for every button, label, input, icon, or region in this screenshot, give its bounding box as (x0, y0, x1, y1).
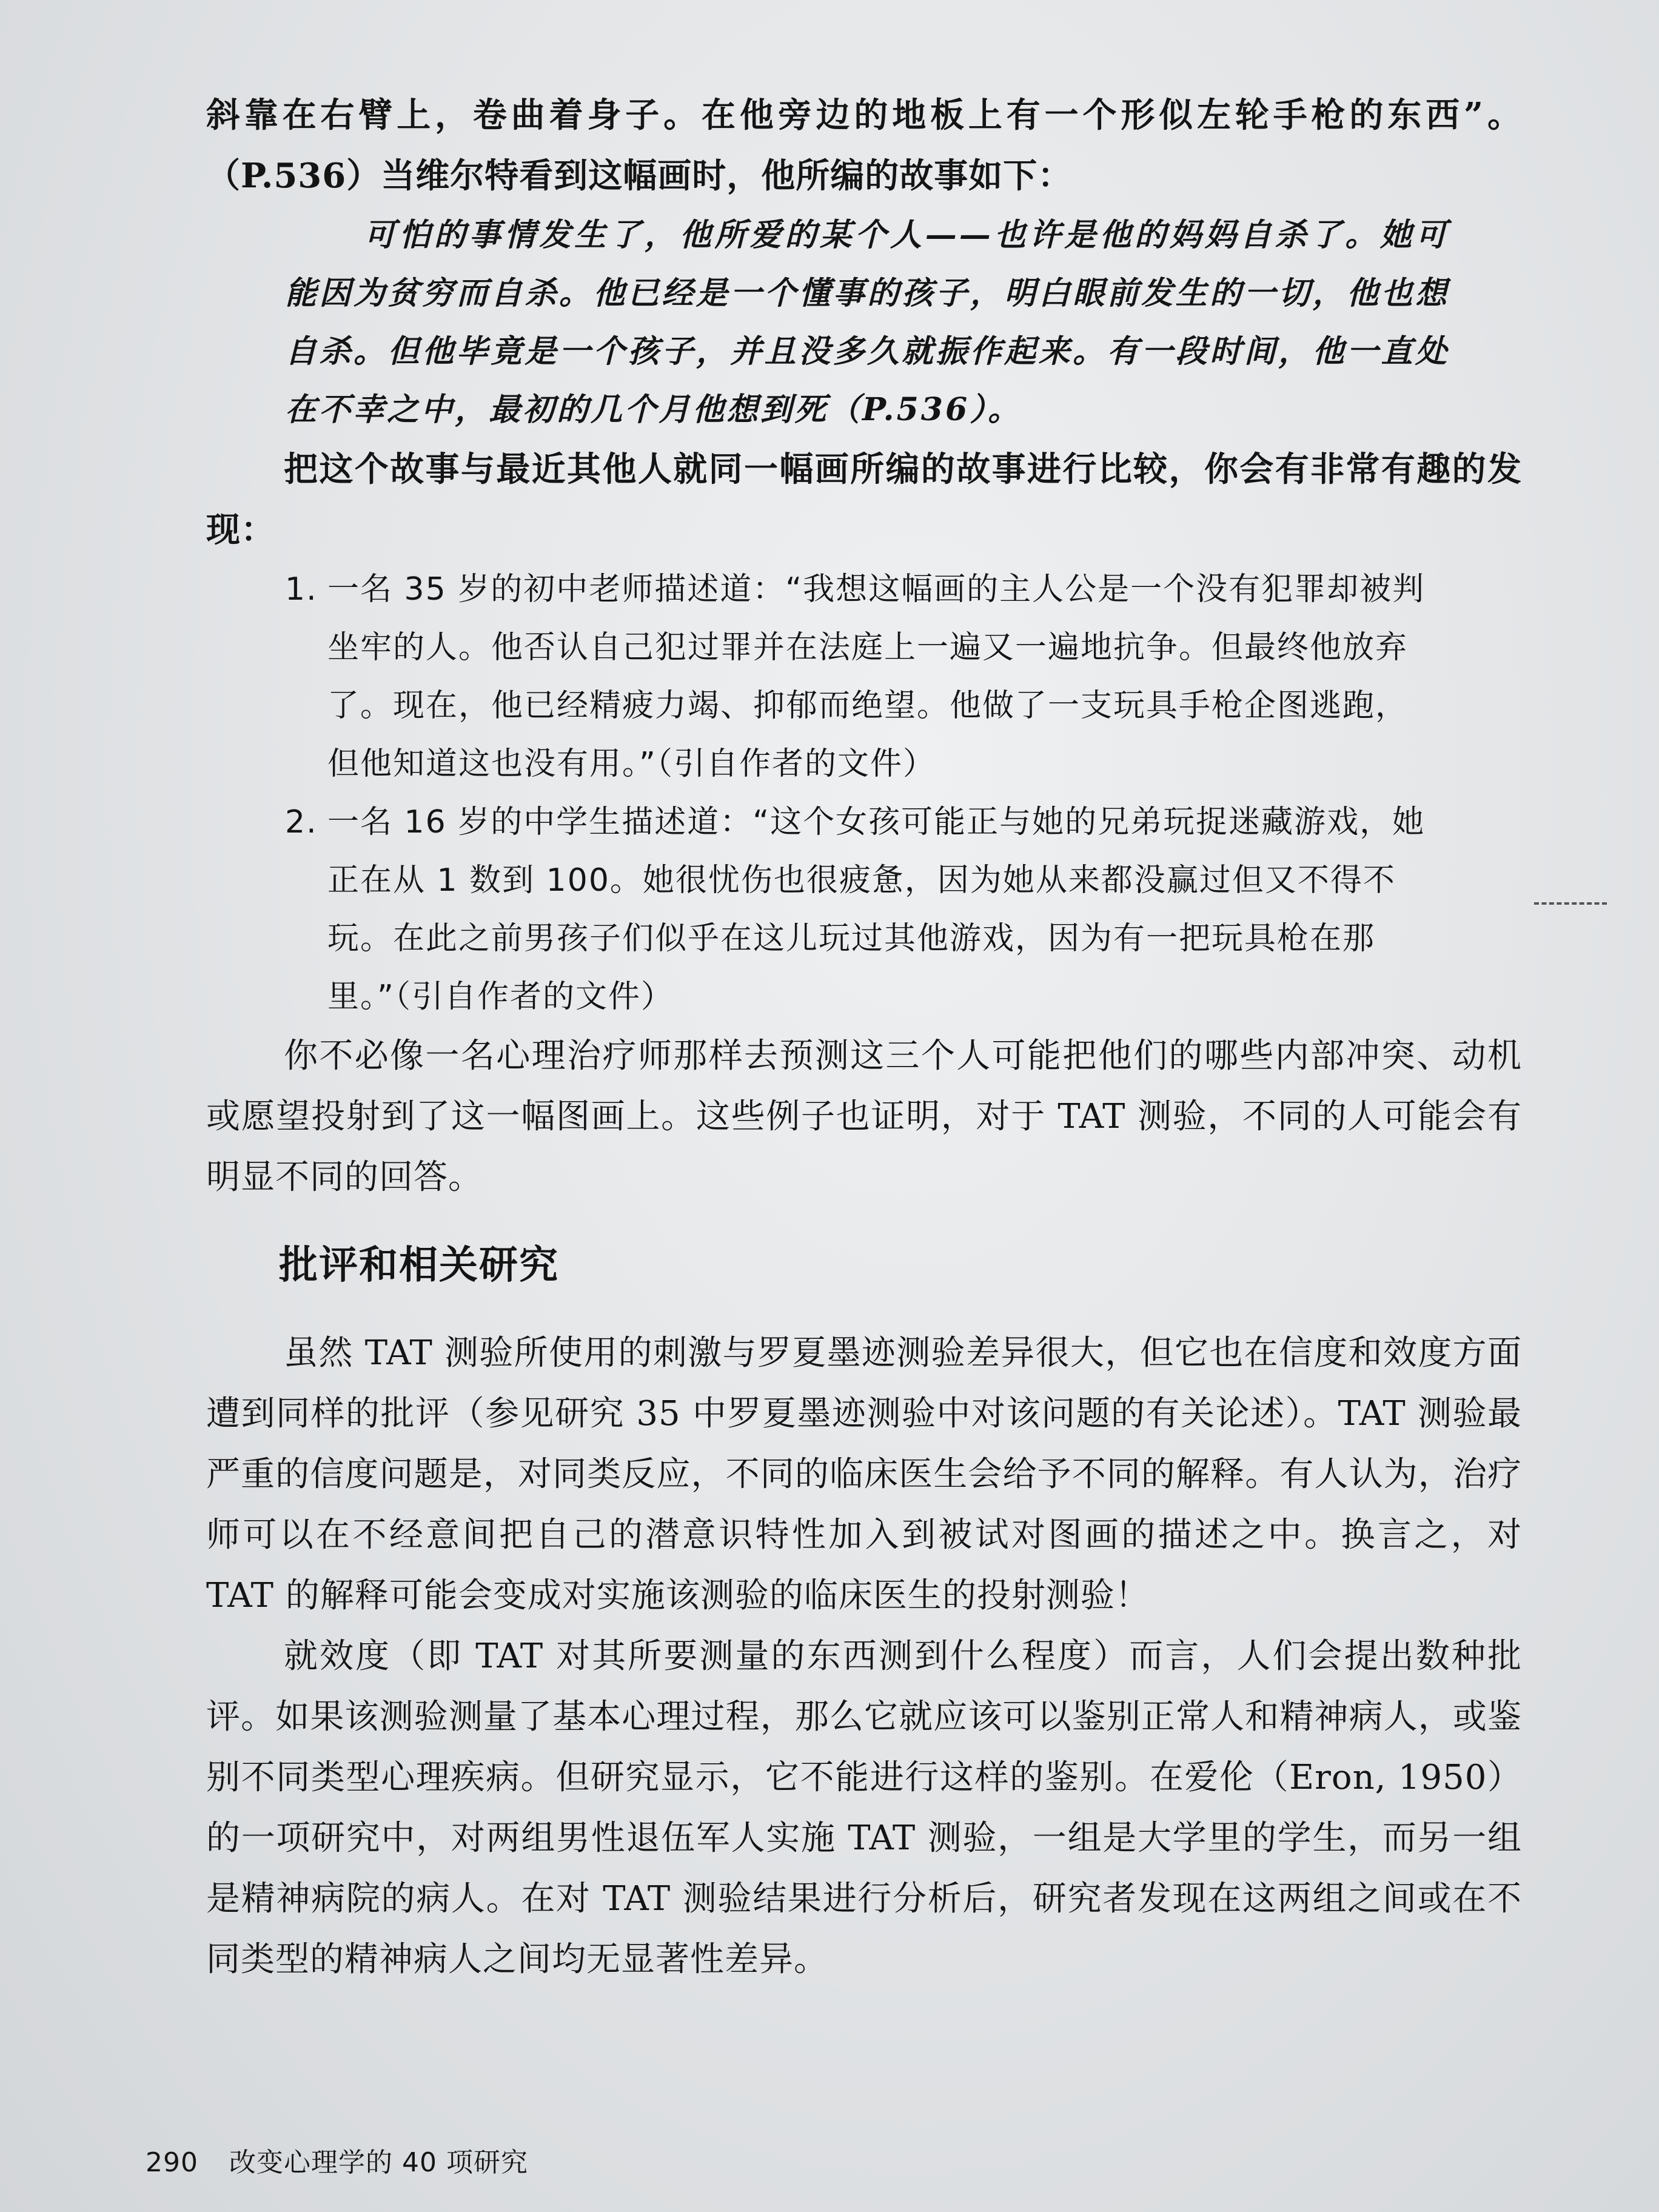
block-quote (206, 206, 1449, 439)
list-item-number: 2. (285, 804, 318, 840)
list-item-text: 一名 16 岁的中学生描述道：“这个女孩可能正与她的兄弟玩捉迷藏游戏，她正在从 1 数到 100。她很忧伤也很疲惫，因为她从来都没赢过但又不得不玩。在此之前男孩子们似乎在这儿玩过其他游戏，因为有一把玩具枪在那里。”（引自作者的文件） (327, 804, 1426, 1015)
page-footer (146, 2140, 528, 2179)
list-item-text: 一名 35 岁的初中老师描述道：“我想这幅画的主人公是一个没有犯罪却被判坐牢的人。他否认自己犯过罪并在法庭上一遍又一遍地抗争。但最终他放弃了。现在，他已经精疲力竭、抑郁而绝望。他做了一支玩具手枪企图逃跑，但他知道这也没有用。”（引自作者的文件） (327, 571, 1426, 782)
list-item (285, 793, 1437, 1026)
list-item (285, 560, 1437, 793)
margin-dash-mark (1534, 902, 1607, 907)
conclusion-paragraph: 你不必像一名心理治疗师那样去预测这三个人可能把他们的哪些内部冲突、动机或愿望投射到了这一幅图画上。这些例子也证明，对于 TAT 测验，不同的人可能会有明显不同的回答。 (206, 1036, 1522, 1197)
book-title: 改变心理学的 40 项研究 (229, 2147, 528, 2178)
page-content (206, 85, 1522, 1990)
page-number: 290 (146, 2147, 198, 2178)
response-list (206, 560, 1437, 1026)
intro-paragraph: 斜靠在右臂上，卷曲着身子。在他旁边的地板上有一个形似左轮手枪的东西”。（P.536）当维尔特看到这幅画时，他所编的故事如下： (206, 95, 1522, 196)
critique-paragraph-2: 就效度（即 TAT 对其所要测量的东西测到什么程度）而言，人们会提出数种批评。如果该测验测量了基本心理过程，那么它就应该可以鉴别正常人和精神病人，或鉴别不同类型心理疾病。但研究显示，它不能进行这样的鉴别。在爱伦（Eron, 1950）的一项研究中，对两组男性退伍军人实施 TAT 测验，一组是大学里的学生，而另一组是精神病院的病人。在对 TAT 测验结果进行分析后，研究者发现在这两组之间或在不同类型的精神病人之间均无显著性差异。 (206, 1637, 1522, 1979)
list-item-number: 1. (285, 571, 318, 608)
section-heading: 批评和相关研究 (279, 1243, 559, 1288)
compare-paragraph: 把这个故事与最近其他人就同一幅画所编的故事进行比较，你会有非常有趣的发现： (206, 449, 1522, 550)
quote-text: 可怕的事情发生了，他所爱的某个人——也许是他的妈妈自杀了。她可能因为贫穷而自杀。他已经是一个懂事的孩子，明白眼前发生的一切，他也想自杀。但他毕竟是一个孩子，并且没多久就振作起来。有一段时间，他一直处在不幸之中，最初的几个月他想到死（P.536）。 (285, 216, 1449, 428)
critique-paragraph-1: 虽然 TAT 测验所使用的刺激与罗夏墨迹测验差异很大，但它也在信度和效度方面遭到同样的批评（参见研究 35 中罗夏墨迹测验中对该问题的有关论述）。TAT 测验最严重的信度问题是，对同类反应，不同的临床医生会给予不同的解释。有人认为，治疗师可以在不经意间把自己的潜意识特性加入到被试对图画的描述之中。换言之，对 TAT 的解释可能会变成对实施该测验的临床医生的投射测验！ (206, 1333, 1522, 1615)
